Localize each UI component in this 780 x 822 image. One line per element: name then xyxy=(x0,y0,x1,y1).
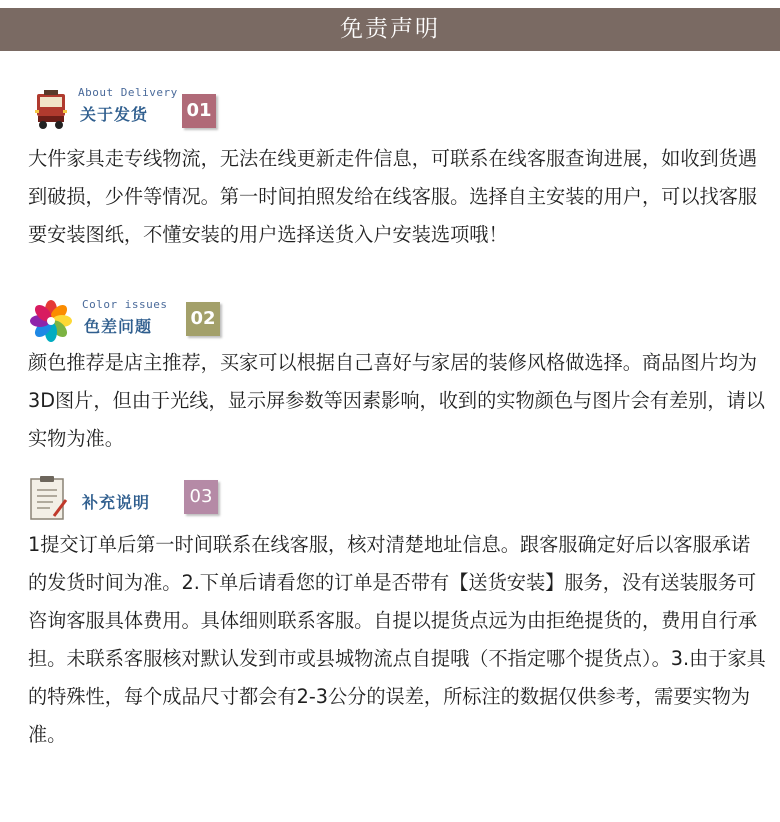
section-number-badge: 02 xyxy=(186,302,220,336)
section-label-zh: 补充说明 xyxy=(82,493,151,512)
section-text-color: 颜色推荐是店主推荐，买家可以根据自己喜好与家居的装修风格做选择。商品图片均为3D图片，但由于光线，显示屏参数等因素影响，收到的实物颜色与图片会有差别，请以实物为准。 xyxy=(28,351,765,450)
section-header-color xyxy=(28,298,768,350)
clipboard-icon xyxy=(28,476,68,522)
section-text-delivery: 大件家具走专线物流，无法在线更新走件信息，可联系在线客服查询进展，如收到货遇到破损，少件等情况。第一时间拍照发给在线客服。选择自主安装的用户，可以找客服要安装图纸，不懂安装的用户选择送货入户安装选项哦！ xyxy=(28,147,758,246)
section-header-notes xyxy=(28,476,768,528)
section-label-en: About Delivery xyxy=(78,86,178,99)
section-header-delivery xyxy=(28,86,768,138)
section-number-badge: 01 xyxy=(182,94,216,128)
page-title: 免责声明 xyxy=(340,16,440,42)
page-title-banner xyxy=(0,8,780,51)
section-label-zh: 色差问题 xyxy=(84,317,153,336)
section-number-badge: 03 xyxy=(184,480,218,514)
section-text-notes: 1提交订单后第一时间联系在线客服，核对清楚地址信息。跟客服确定好后以客服承诺的发货时间为准。2.下单后请看您的订单是否带有【送货安装】服务，没有送装服务可咨询客服具体费用。具体细则联系客服。自提以提货点远为由拒绝提货的，费用自行承担。未联系客服核对默认发到市或县城物流点自提哦（不指定哪个提货点）。3.由于家具的特殊性，每个成品尺寸都会有2-3公分的误差，所标注的数据仅供参考，需要实物为准。 xyxy=(28,533,766,746)
section-label-en: Color issues xyxy=(82,298,168,311)
section-label-zh: 关于发货 xyxy=(80,105,149,124)
delivery-truck-icon xyxy=(28,86,74,132)
color-wheel-icon xyxy=(28,298,74,344)
